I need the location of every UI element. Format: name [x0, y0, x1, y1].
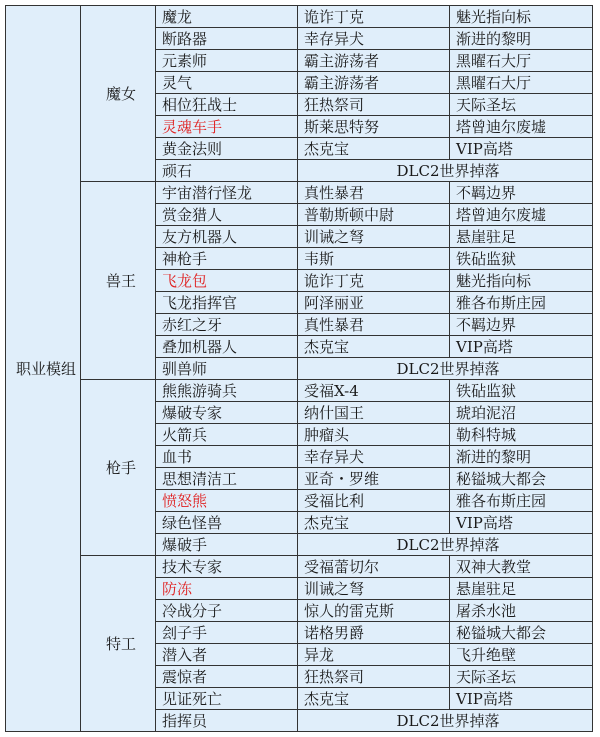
boss-cell: 斯莱思特努	[298, 116, 450, 138]
boss-cell: 诡诈丁克	[298, 270, 450, 292]
mod-name-cell: 灵气	[156, 72, 298, 94]
class-mod-table	[5, 5, 593, 732]
boss-cell: 幸存异犬	[298, 446, 450, 468]
mod-name-cell: 友方机器人	[156, 226, 298, 248]
mod-name-cell: 断路器	[156, 28, 298, 50]
class-name-cell: 兽王	[81, 182, 156, 380]
mod-name-cell: 黄金法则	[156, 138, 298, 160]
boss-cell: 霸主游荡者	[298, 72, 450, 94]
mod-table-sheet	[5, 5, 592, 732]
boss-cell: 普勒斯顿中尉	[298, 204, 450, 226]
location-cell: 铁砧监狱	[450, 248, 593, 270]
mod-name-cell: 驯兽师	[156, 358, 298, 380]
table-row	[6, 556, 593, 578]
location-cell: 不羁边界	[450, 182, 593, 204]
category-cell: 职业模组	[6, 6, 81, 732]
location-cell: 悬崖驻足	[450, 226, 593, 248]
location-cell: 不羁边界	[450, 314, 593, 336]
location-cell: 渐进的黎明	[450, 446, 593, 468]
mod-name-cell: 熊熊游骑兵	[156, 380, 298, 402]
mod-name-cell: 宇宙潜行怪龙	[156, 182, 298, 204]
mod-name-cell: 见证死亡	[156, 688, 298, 710]
location-cell: 天际圣坛	[450, 94, 593, 116]
boss-cell: 霸主游荡者	[298, 50, 450, 72]
boss-cell: 真性暴君	[298, 182, 450, 204]
boss-cell: 杰克宝	[298, 138, 450, 160]
location-cell: 秘镒城大都会	[450, 622, 593, 644]
mod-name-cell: 震惊者	[156, 666, 298, 688]
location-cell: 魅光指向标	[450, 270, 593, 292]
location-cell: 天际圣坛	[450, 666, 593, 688]
mod-name-cell: 神枪手	[156, 248, 298, 270]
mod-name-cell: 愤怒熊	[156, 490, 298, 512]
class-name-cell: 特工	[81, 556, 156, 732]
boss-cell: 狂热祭司	[298, 94, 450, 116]
location-cell: 铁砧监狱	[450, 380, 593, 402]
table-row	[6, 380, 593, 402]
boss-cell: 受福蕾切尔	[298, 556, 450, 578]
world-drop-cell: DLC2世界掉落	[298, 710, 593, 732]
location-cell: 渐进的黎明	[450, 28, 593, 50]
table-row	[6, 182, 593, 204]
location-cell: 魅光指向标	[450, 6, 593, 28]
boss-cell: 惊人的雷克斯	[298, 600, 450, 622]
location-cell: 悬崖驻足	[450, 578, 593, 600]
location-cell: 屠杀水池	[450, 600, 593, 622]
mod-name-cell: 飞龙指挥官	[156, 292, 298, 314]
location-cell: VIP高塔	[450, 512, 593, 534]
location-cell: 秘镒城大都会	[450, 468, 593, 490]
location-cell: 黑曜石大厅	[450, 50, 593, 72]
boss-cell: 诡诈丁克	[298, 6, 450, 28]
boss-cell: 杰克宝	[298, 512, 450, 534]
location-cell: VIP高塔	[450, 688, 593, 710]
boss-cell: 韦斯	[298, 248, 450, 270]
location-cell: VIP高塔	[450, 336, 593, 358]
location-cell: 雅各布斯庄园	[450, 292, 593, 314]
mod-name-cell: 思想清洁工	[156, 468, 298, 490]
table-row	[6, 6, 593, 28]
boss-cell: 训诫之弩	[298, 226, 450, 248]
location-cell: 雅各布斯庄园	[450, 490, 593, 512]
location-cell: 黑曜石大厅	[450, 72, 593, 94]
mod-name-cell: 火箭兵	[156, 424, 298, 446]
class-name-cell: 魔女	[81, 6, 156, 182]
mod-name-cell: 爆破专家	[156, 402, 298, 424]
world-drop-cell: DLC2世界掉落	[298, 534, 593, 556]
location-cell: 飞升绝壁	[450, 644, 593, 666]
boss-cell: 纳什国王	[298, 402, 450, 424]
location-cell: VIP高塔	[450, 138, 593, 160]
world-drop-cell: DLC2世界掉落	[298, 160, 593, 182]
boss-cell: 阿泽丽亚	[298, 292, 450, 314]
boss-cell: 杰克宝	[298, 688, 450, 710]
mod-name-cell: 顽石	[156, 160, 298, 182]
mod-name-cell: 冷战分子	[156, 600, 298, 622]
location-cell: 塔曾迪尔废墟	[450, 116, 593, 138]
mod-name-cell: 飞龙包	[156, 270, 298, 292]
class-name-cell: 枪手	[81, 380, 156, 556]
boss-cell: 真性暴君	[298, 314, 450, 336]
mod-name-cell: 爆破手	[156, 534, 298, 556]
mod-name-cell: 魔龙	[156, 6, 298, 28]
boss-cell: 幸存异犬	[298, 28, 450, 50]
mod-name-cell: 灵魂车手	[156, 116, 298, 138]
boss-cell: 受福比利	[298, 490, 450, 512]
boss-cell: 受福X-4	[298, 380, 450, 402]
mod-name-cell: 刽子手	[156, 622, 298, 644]
location-cell: 勒科特城	[450, 424, 593, 446]
mod-name-cell: 指挥员	[156, 710, 298, 732]
boss-cell: 肿瘤头	[298, 424, 450, 446]
boss-cell: 训诫之弩	[298, 578, 450, 600]
mod-name-cell: 技术专家	[156, 556, 298, 578]
mod-name-cell: 相位狂战士	[156, 94, 298, 116]
world-drop-cell: DLC2世界掉落	[298, 358, 593, 380]
boss-cell: 异龙	[298, 644, 450, 666]
boss-cell: 诺格男爵	[298, 622, 450, 644]
boss-cell: 杰克宝	[298, 336, 450, 358]
mod-name-cell: 叠加机器人	[156, 336, 298, 358]
location-cell: 琥珀泥沼	[450, 402, 593, 424]
mod-name-cell: 防冻	[156, 578, 298, 600]
boss-cell: 狂热祭司	[298, 666, 450, 688]
mod-name-cell: 赤红之牙	[156, 314, 298, 336]
mod-name-cell: 潜入者	[156, 644, 298, 666]
mod-name-cell: 元素师	[156, 50, 298, 72]
location-cell: 双神大教堂	[450, 556, 593, 578]
mod-name-cell: 赏金猎人	[156, 204, 298, 226]
mod-name-cell: 绿色怪兽	[156, 512, 298, 534]
boss-cell: 亚奇・罗维	[298, 468, 450, 490]
mod-name-cell: 血书	[156, 446, 298, 468]
table-body	[6, 6, 593, 732]
location-cell: 塔曾迪尔废墟	[450, 204, 593, 226]
